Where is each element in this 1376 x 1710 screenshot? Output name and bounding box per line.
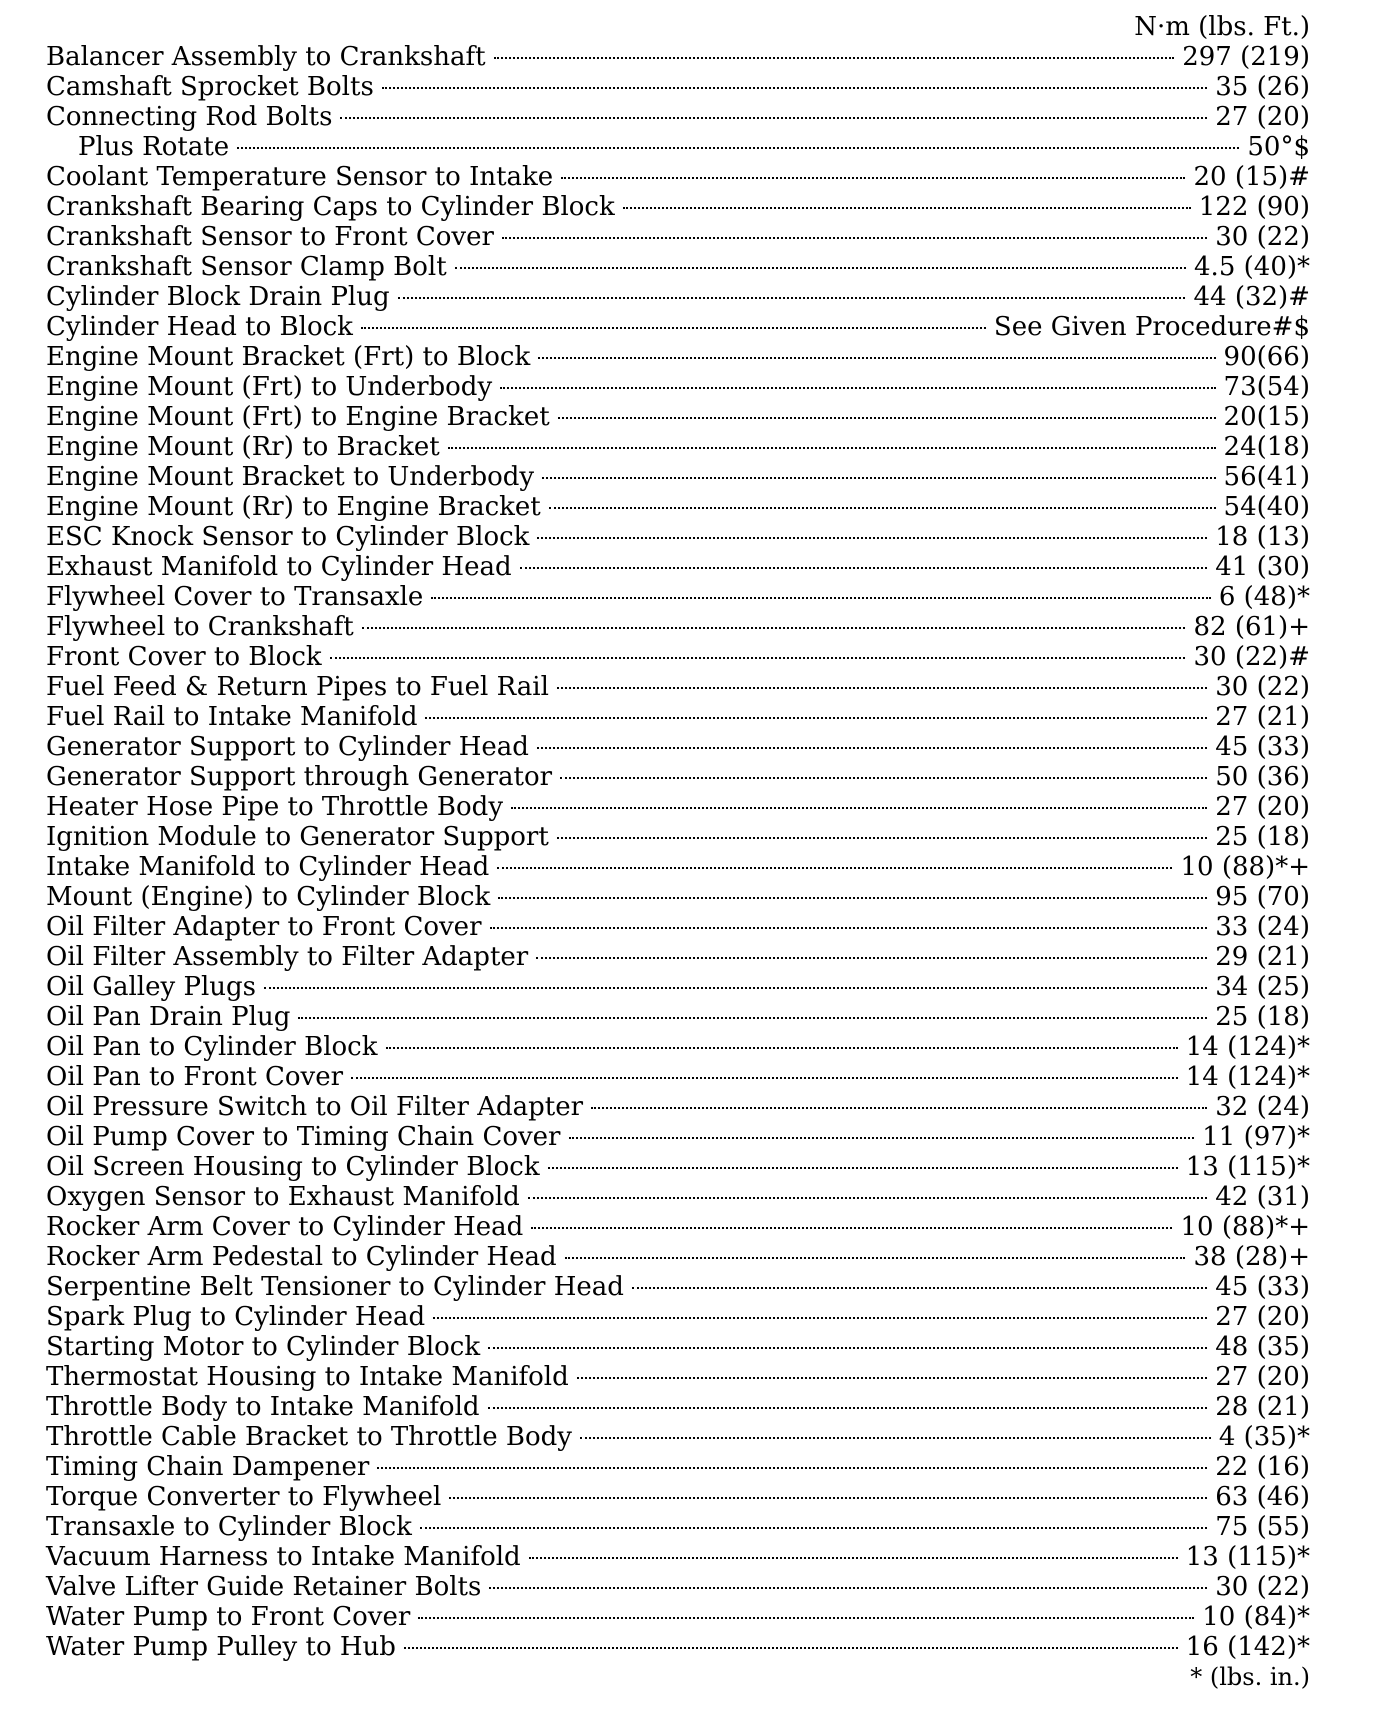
spec-value: 27 (21) [1215, 702, 1310, 732]
spec-row [46, 342, 1310, 372]
spec-value: 41 (30) [1215, 552, 1310, 582]
spec-label: Ignition Module to Generator Support [46, 822, 549, 852]
spec-label: Throttle Cable Bracket to Throttle Body [46, 1422, 572, 1452]
spec-label: Exhaust Manifold to Cylinder Head [46, 552, 512, 582]
dot-leader [377, 1467, 1207, 1469]
spec-label: Oil Filter Assembly to Filter Adapter [46, 942, 529, 972]
spec-value: 33 (24) [1215, 912, 1310, 942]
spec-row [46, 1482, 1310, 1512]
spec-label: Vacuum Harness to Intake Manifold [46, 1542, 521, 1572]
dot-leader [558, 417, 1216, 419]
spec-label: Flywheel to Crankshaft [46, 612, 354, 642]
dot-leader [433, 1317, 1207, 1319]
dot-leader [398, 297, 1186, 299]
dot-leader [449, 1497, 1207, 1499]
spec-row [46, 792, 1310, 822]
dot-leader [549, 507, 1216, 509]
dot-leader [591, 1107, 1207, 1109]
unit-header: N·m (lbs. Ft.) [1134, 12, 1310, 42]
spec-label: Cylinder Head to Block [46, 312, 353, 342]
spec-row [46, 192, 1310, 222]
spec-row [46, 1032, 1310, 1062]
spec-value: 42 (31) [1215, 1182, 1310, 1212]
spec-value: 35 (26) [1215, 72, 1310, 102]
dot-leader [425, 717, 1207, 719]
spec-value: 45 (33) [1215, 1272, 1310, 1302]
spec-label: Oil Pan Drain Plug [46, 1002, 291, 1032]
dot-leader [351, 1077, 1178, 1079]
spec-value: 27 (20) [1215, 1362, 1310, 1392]
spec-label: Rocker Arm Cover to Cylinder Head [46, 1212, 524, 1242]
spec-value: 10 (88)*+ [1180, 852, 1310, 882]
spec-row [46, 612, 1310, 642]
spec-label: Mount (Engine) to Cylinder Block [46, 882, 491, 912]
dot-leader [497, 867, 1172, 869]
spec-row [46, 1182, 1310, 1212]
spec-label: Coolant Temperature Sensor to Intake [46, 162, 554, 192]
spec-label: Rocker Arm Pedestal to Cylinder Head [46, 1242, 557, 1272]
spec-label: Oxygen Sensor to Exhaust Manifold [46, 1182, 520, 1212]
spec-row [46, 222, 1310, 252]
spec-label: Spark Plug to Cylinder Head [46, 1302, 426, 1332]
spec-row [46, 582, 1310, 612]
spec-value: 27 (20) [1215, 792, 1310, 822]
spec-label: Timing Chain Dampener [46, 1452, 370, 1482]
spec-value: 27 (20) [1215, 102, 1310, 132]
dot-leader [490, 927, 1208, 929]
dot-leader [548, 1167, 1178, 1169]
spec-row [46, 762, 1310, 792]
dot-leader [565, 1257, 1186, 1259]
dot-leader [632, 1287, 1207, 1289]
spec-value: 4 (35)* [1218, 1422, 1310, 1452]
dot-leader [330, 657, 1186, 659]
spec-row [46, 1602, 1310, 1632]
spec-value: 30 (22) [1215, 672, 1310, 702]
spec-row [46, 102, 1310, 132]
dot-leader [488, 1347, 1207, 1349]
dot-leader [420, 1527, 1207, 1529]
spec-value: 48 (35) [1215, 1332, 1310, 1362]
spec-row [46, 162, 1310, 192]
spec-value: 38 (28)+ [1193, 1242, 1310, 1272]
spec-row [46, 1092, 1310, 1122]
spec-label: Crankshaft Sensor Clamp Bolt [46, 252, 447, 282]
spec-label: Generator Support to Cylinder Head [46, 732, 529, 762]
spec-value: 297 (219) [1182, 42, 1310, 72]
spec-label: Oil Pan to Front Cover [46, 1062, 344, 1092]
spec-label: Engine Mount (Frt) to Engine Bracket [46, 402, 550, 432]
spec-row [46, 1422, 1310, 1452]
spec-value: 30 (22) [1215, 1572, 1310, 1602]
spec-row [46, 462, 1310, 492]
dot-leader [569, 1137, 1195, 1139]
spec-value: 13 (115)* [1185, 1542, 1310, 1572]
spec-row [46, 1632, 1310, 1662]
spec-row [46, 1362, 1310, 1392]
spec-row [46, 1392, 1310, 1422]
spec-row [46, 132, 1310, 162]
dot-leader [623, 207, 1191, 209]
spec-row [46, 672, 1310, 702]
dot-leader [531, 1227, 1172, 1229]
spec-value: 25 (18) [1215, 1002, 1310, 1032]
dot-leader [577, 1377, 1208, 1379]
dot-leader [448, 447, 1216, 449]
spec-value: See Given Procedure#$ [993, 312, 1310, 342]
spec-value: 90(66) [1223, 342, 1310, 372]
dot-leader [237, 147, 1239, 149]
spec-value: 34 (25) [1215, 972, 1310, 1002]
spec-row [46, 822, 1310, 852]
spec-label: Serpentine Belt Tensioner to Cylinder Head [46, 1272, 624, 1302]
dot-leader [362, 627, 1186, 629]
spec-label: Plus Rotate [78, 132, 230, 162]
spec-row [46, 972, 1310, 1002]
dot-leader [488, 1407, 1208, 1409]
spec-label: Cylinder Block Drain Plug [46, 282, 390, 312]
spec-label: Crankshaft Sensor to Front Cover [46, 222, 494, 252]
dot-leader [520, 567, 1208, 569]
spec-value: 54(40) [1223, 492, 1310, 522]
spec-value: 14 (124)* [1185, 1032, 1310, 1062]
dot-leader [489, 1587, 1207, 1589]
spec-label: ESC Knock Sensor to Cylinder Block [46, 522, 530, 552]
spec-row [46, 882, 1310, 912]
spec-label: Engine Mount Bracket (Frt) to Block [46, 342, 531, 372]
spec-value: 95 (70) [1215, 882, 1310, 912]
dot-leader [561, 177, 1185, 179]
spec-label: Water Pump Pulley to Hub [46, 1632, 396, 1662]
dot-leader [455, 267, 1186, 269]
spec-label: Oil Pump Cover to Timing Chain Cover [46, 1122, 561, 1152]
dot-leader [511, 807, 1207, 809]
spec-row [46, 282, 1310, 312]
spec-value: 45 (33) [1215, 732, 1310, 762]
spec-row [46, 912, 1310, 942]
spec-value: 6 (48)* [1218, 582, 1310, 612]
spec-label: Valve Lifter Guide Retainer Bolts [46, 1572, 482, 1602]
spec-label: Engine Mount (Frt) to Underbody [46, 372, 493, 402]
spec-value: 50°$ [1247, 132, 1310, 162]
spec-row [46, 1272, 1310, 1302]
dot-leader [536, 957, 1207, 959]
spec-value: 27 (20) [1215, 1302, 1310, 1332]
spec-value: 25 (18) [1215, 822, 1310, 852]
spec-row [46, 42, 1310, 72]
dot-leader [340, 117, 1207, 119]
spec-value: 20(15) [1223, 402, 1310, 432]
spec-row [46, 1212, 1310, 1242]
spec-label: Torque Converter to Flywheel [46, 1482, 442, 1512]
spec-value: 30 (22)# [1193, 642, 1310, 672]
spec-value: 10 (84)* [1202, 1602, 1310, 1632]
spec-label: Flywheel Cover to Transaxle [46, 582, 424, 612]
spec-row [46, 1302, 1310, 1332]
dot-leader [431, 597, 1211, 599]
spec-row [46, 1062, 1310, 1092]
spec-value: 4.5 (40)* [1194, 252, 1310, 282]
dot-leader [580, 1437, 1211, 1439]
dot-leader [382, 87, 1207, 89]
spec-row [46, 402, 1310, 432]
spec-row [46, 492, 1310, 522]
spec-label: Oil Screen Housing to Cylinder Block [46, 1152, 540, 1182]
spec-row [46, 1152, 1310, 1182]
spec-row [46, 1242, 1310, 1272]
dot-leader [498, 897, 1207, 899]
spec-value: 13 (115)* [1185, 1152, 1310, 1182]
spec-value: 122 (90) [1198, 192, 1310, 222]
spec-label: Oil Filter Adapter to Front Cover [46, 912, 482, 942]
spec-label: Intake Manifold to Cylinder Head [46, 852, 490, 882]
spec-row [46, 1452, 1310, 1482]
spec-label: Oil Pressure Switch to Oil Filter Adapter [46, 1092, 584, 1122]
dot-leader [298, 1017, 1207, 1019]
dot-leader [361, 327, 986, 329]
spec-value: 24(18) [1223, 432, 1310, 462]
spec-value: 16 (142)* [1185, 1632, 1310, 1662]
spec-value: 63 (46) [1215, 1482, 1310, 1512]
spec-label: Engine Mount (Rr) to Bracket [46, 432, 440, 462]
spec-label: Generator Support through Generator [46, 762, 553, 792]
spec-row [46, 702, 1310, 732]
spec-value: 28 (21) [1215, 1392, 1310, 1422]
spec-label: Heater Hose Pipe to Throttle Body [46, 792, 504, 822]
spec-label: Fuel Feed & Return Pipes to Fuel Rail [46, 672, 549, 702]
spec-value: 20 (15)# [1193, 162, 1310, 192]
spec-row [46, 312, 1310, 342]
spec-row [46, 642, 1310, 672]
dot-leader [502, 237, 1207, 239]
spec-row [46, 432, 1310, 462]
dot-leader [404, 1647, 1178, 1649]
spec-label: Camshaft Sprocket Bolts [46, 72, 374, 102]
spec-value: 11 (97)* [1202, 1122, 1310, 1152]
dot-leader [500, 387, 1215, 389]
spec-label: Oil Galley Plugs [46, 972, 256, 1002]
dot-leader [418, 1617, 1194, 1619]
dot-leader [557, 687, 1207, 689]
dot-leader [537, 747, 1207, 749]
spec-row [46, 1512, 1310, 1542]
spec-value: 10 (88)*+ [1180, 1212, 1310, 1242]
spec-row [46, 1122, 1310, 1152]
spec-value: 14 (124)* [1185, 1062, 1310, 1092]
torque-spec-list [46, 42, 1310, 1662]
spec-row [46, 522, 1310, 552]
spec-label: Throttle Body to Intake Manifold [46, 1392, 480, 1422]
spec-value: 44 (32)# [1193, 282, 1310, 312]
spec-row [46, 252, 1310, 282]
dot-leader [538, 357, 1215, 359]
spec-label: Balancer Assembly to Crankshaft [46, 42, 486, 72]
dot-leader [537, 537, 1207, 539]
spec-label: Oil Pan to Cylinder Block [46, 1032, 378, 1062]
spec-label: Crankshaft Bearing Caps to Cylinder Block [46, 192, 615, 222]
spec-value: 22 (16) [1215, 1452, 1310, 1482]
dot-leader [529, 1557, 1178, 1559]
dot-leader [542, 477, 1215, 479]
spec-value: 73(54) [1223, 372, 1310, 402]
spec-label: Front Cover to Block [46, 642, 322, 672]
dot-leader [560, 777, 1207, 779]
spec-row [46, 942, 1310, 972]
spec-label: Engine Mount Bracket to Underbody [46, 462, 535, 492]
spec-value: 50 (36) [1215, 762, 1310, 792]
spec-label: Water Pump to Front Cover [46, 1602, 411, 1632]
dot-leader [557, 837, 1207, 839]
dot-leader [494, 57, 1175, 59]
spec-label: Engine Mount (Rr) to Engine Bracket [46, 492, 541, 522]
spec-row [46, 1542, 1310, 1572]
dot-leader [386, 1047, 1178, 1049]
spec-row [46, 552, 1310, 582]
spec-row [46, 72, 1310, 102]
spec-value: 18 (13) [1215, 522, 1310, 552]
spec-row [46, 1332, 1310, 1362]
spec-label: Fuel Rail to Intake Manifold [46, 702, 418, 732]
spec-row [46, 732, 1310, 762]
spec-value: 32 (24) [1215, 1092, 1310, 1122]
spec-value: 56(41) [1223, 462, 1310, 492]
dot-leader [528, 1197, 1207, 1199]
spec-label: Thermostat Housing to Intake Manifold [46, 1362, 569, 1392]
spec-value: 75 (55) [1215, 1512, 1310, 1542]
spec-row [46, 1002, 1310, 1032]
spec-row [46, 1572, 1310, 1602]
spec-label: Transaxle to Cylinder Block [46, 1512, 412, 1542]
spec-label: Starting Motor to Cylinder Block [46, 1332, 481, 1362]
spec-value: 30 (22) [1215, 222, 1310, 252]
spec-value: 82 (61)+ [1193, 612, 1310, 642]
spec-row [46, 852, 1310, 882]
spec-value: 29 (21) [1215, 942, 1310, 972]
spec-row [46, 372, 1310, 402]
footnote-units: * (lbs. in.) [1190, 1663, 1310, 1691]
torque-spec-sheet [46, 12, 1310, 1692]
spec-label: Connecting Rod Bolts [46, 102, 333, 132]
dot-leader [264, 987, 1207, 989]
